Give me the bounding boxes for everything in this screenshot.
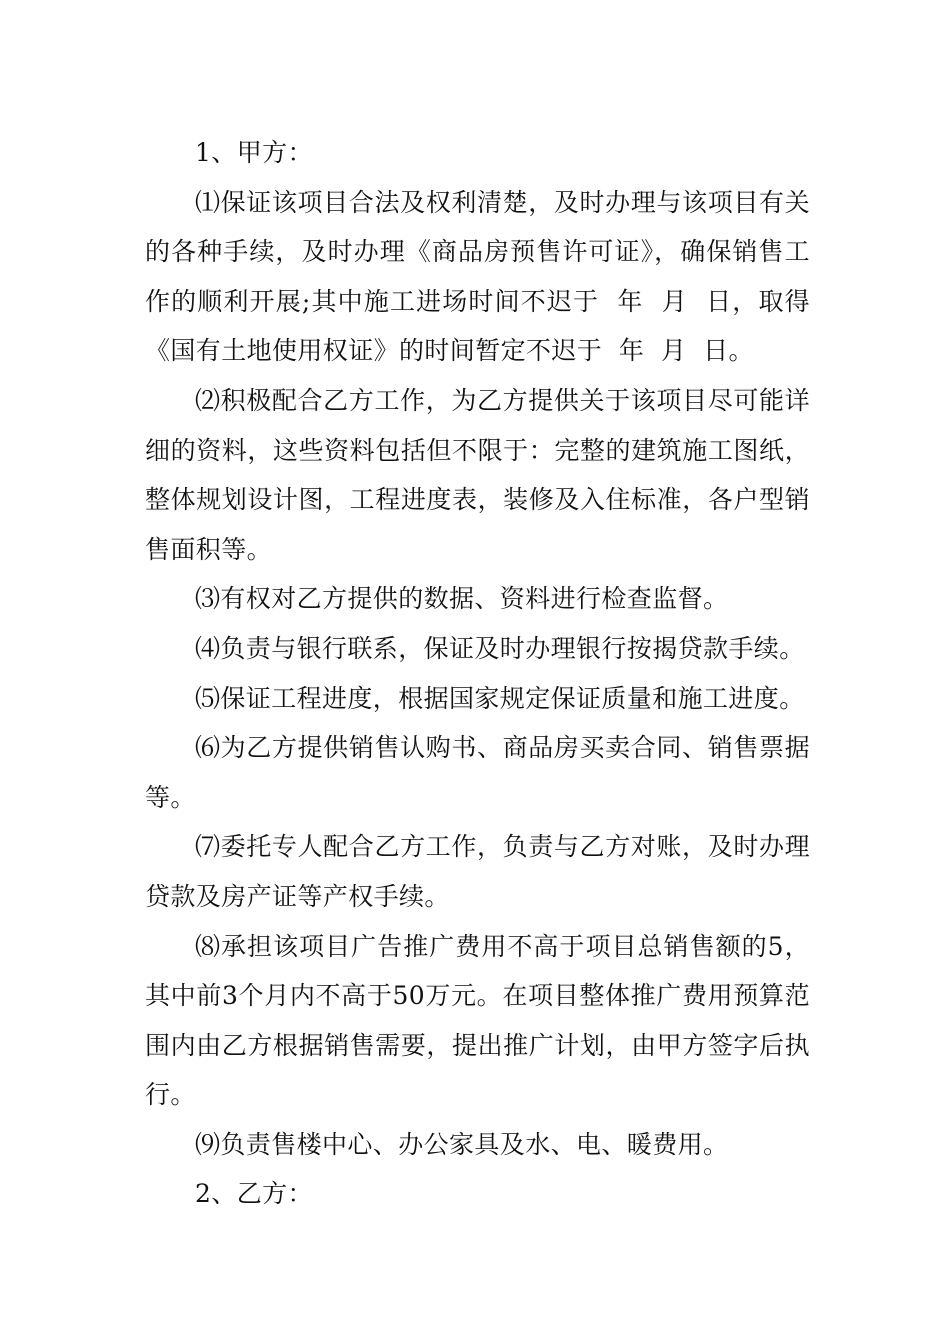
clause-2: ⑵积极配合乙方工作，为乙方提供关于该项目尽可能详细的资料，这些资料包括但不限于：完整的建筑施工图纸，整体规划设计图，工程进度表，装修及入住标准，各户型销售面积等。 [145, 385, 810, 564]
clause-7: ⑺委托专人配合乙方工作，负责与乙方对账，及时办理贷款及房产证等产权手续。 [145, 832, 810, 911]
clause-1: ⑴保证该项目合法及权利清楚，及时办理与该项目有关的各种手续，及时办理《商品房预售许可证》，确保销售工作的顺利开展;其中施工进场时间不迟于 年 月 日，取得《国有土地使用权证》的时间暂定不迟于 年 月 日。 [145, 187, 810, 366]
document-body [145, 128, 810, 1219]
section-heading-party-b: 2、乙方： [195, 1179, 313, 1209]
clause-9: ⑼负责售楼中心、办公家具及水、电、暖费用。 [195, 1129, 729, 1159]
clause-6: ⑹为乙方提供销售认购书、商品房买卖合同、销售票据等。 [145, 733, 810, 812]
clause-5: ⑸保证工程进度，根据国家规定保证质量和施工进度。 [195, 683, 805, 713]
clause-3: ⑶有权对乙方提供的数据、资料进行检查监督。 [195, 584, 729, 614]
clause-4: ⑷负责与银行联系，保证及时办理银行按揭贷款手续。 [195, 633, 805, 663]
clause-8: ⑻承担该项目广告推广费用不高于项目总销售额的5，其中前3个月内不高于50万元。在项目整体推广费用预算范围内由乙方根据销售需要，提出推广计划，由甲方签字后执行。 [145, 931, 810, 1110]
section-heading-party-a: 1、甲方： [195, 138, 313, 167]
